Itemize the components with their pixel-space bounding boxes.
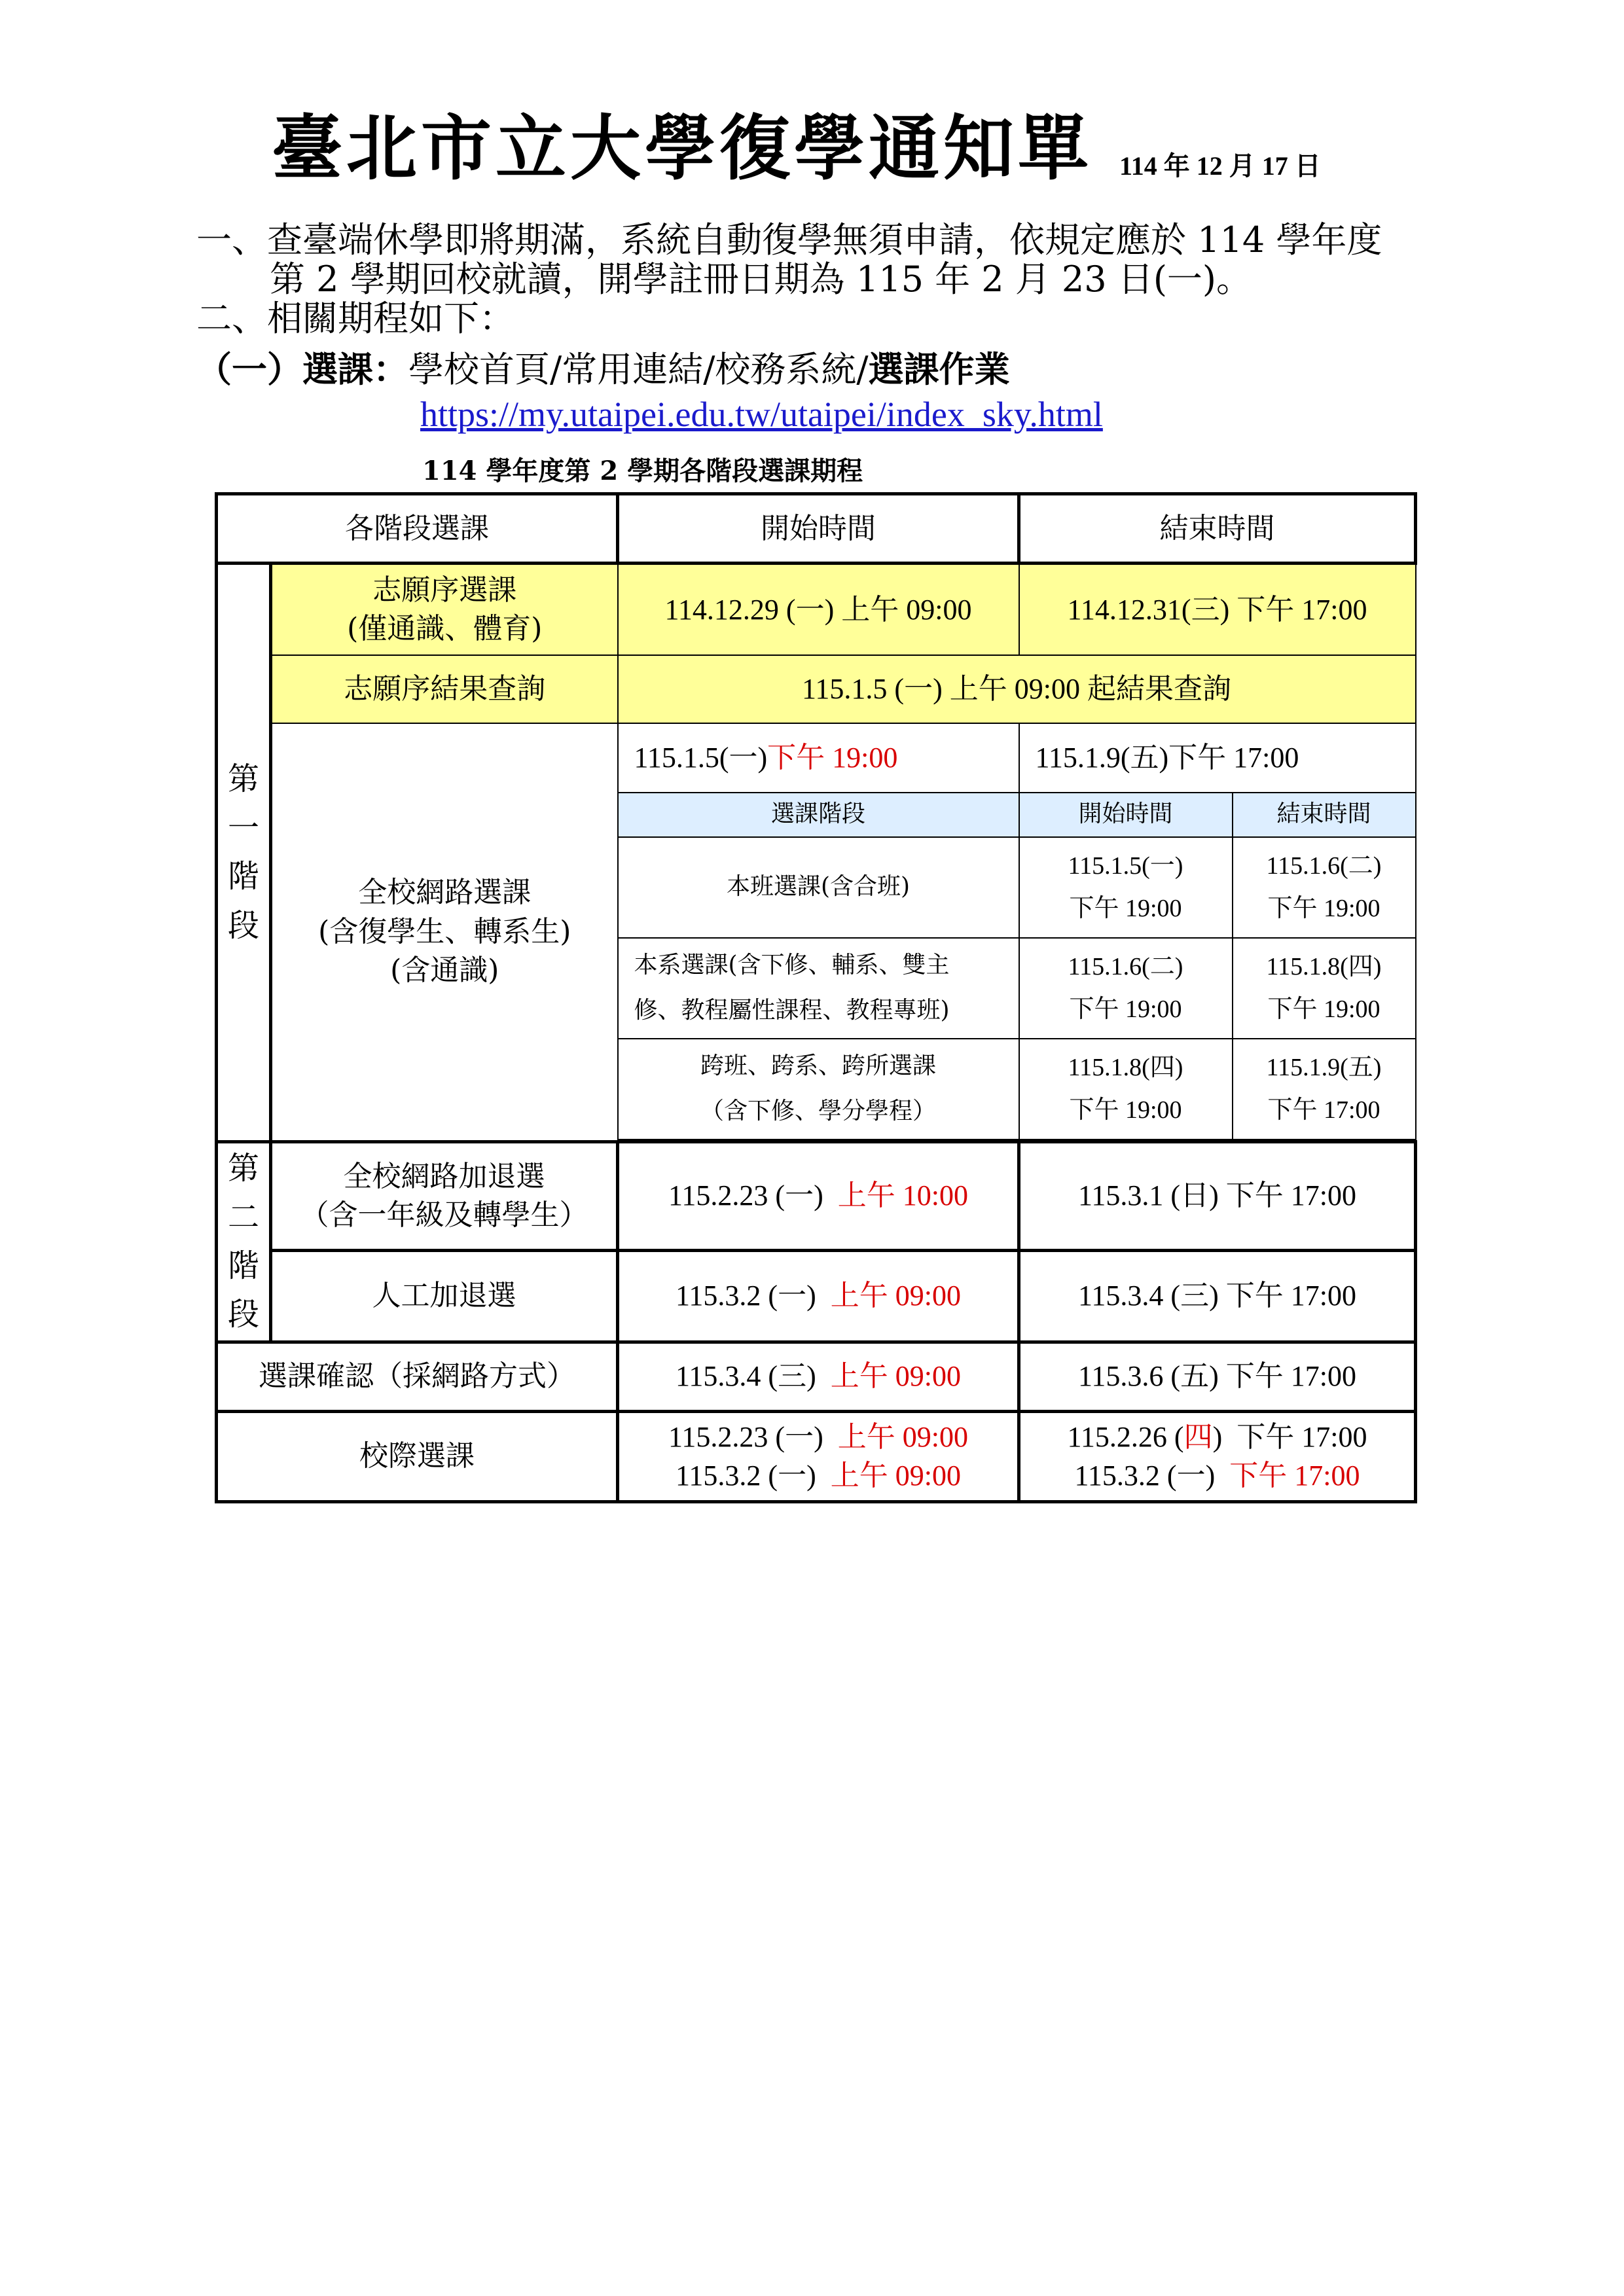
row-confirm-start-time: 上午 09:00 (830, 1360, 961, 1393)
header-end: 結束時間 (1019, 494, 1416, 564)
row-preference-name-1: 志願序選課 (372, 573, 517, 607)
sub-row-cross-name-1: 跨班、跨系、跨所選課 (700, 1052, 936, 1080)
row-intercollege-end-1-prefix: 115.2.26 ( (1067, 1420, 1184, 1453)
section-1-prefix: （一）選課： (196, 348, 408, 390)
row-manual-end: 115.3.4 (三) 下午 17:00 (1019, 1250, 1416, 1342)
row-confirm-start (618, 1342, 1019, 1411)
row-manual-start-date: 115.3.2 (一) (676, 1280, 831, 1312)
row-addrop-name-2: （含一年級及轉學生） (300, 1198, 588, 1232)
sub-row-cross-end-time: 下午 17:00 (1267, 1096, 1380, 1124)
row-intercollege-start-1-date: 115.2.23 (一) (668, 1420, 838, 1453)
row-addrop-end: 115.3.1 (日) 下午 17:00 (1019, 1141, 1416, 1250)
row-result-name: 志願序結果查詢 (271, 655, 618, 723)
row-preference-name (271, 564, 618, 655)
table-title: 114 學年度第 2 學期各階段選課期程 (422, 456, 863, 486)
sub-row-dept-start-time: 下午 19:00 (1069, 995, 1182, 1023)
notice-date: 114 年 12 月 17 日 (1119, 151, 1321, 181)
sub-row-cross-start-time: 下午 19:00 (1069, 1096, 1182, 1124)
sub-row-cross-name-2: （含下修、學分學程） (700, 1097, 936, 1124)
sub-row-class-name: 本班選課(含合班) (618, 837, 1019, 938)
row-addrop-name-1: 全校網路加退選 (343, 1159, 545, 1193)
row-confirm-start-date: 115.3.4 (三) (676, 1360, 831, 1393)
row-addrop-start-date: 115.2.23 (一) (668, 1179, 838, 1212)
sub-row-class-end-date: 115.1.6(二) (1266, 852, 1382, 880)
phase-1-label (217, 564, 271, 1142)
row-intercollege-end-1 (1024, 1418, 1410, 1456)
row-preference-end: 114.12.31(三) 下午 17:00 (1019, 564, 1416, 655)
section-1-bold: 選課作業 (868, 348, 1010, 390)
row-intercollege-start (618, 1411, 1019, 1501)
row-online-name (271, 723, 618, 1142)
sub-row-class-start-date: 115.1.5(一) (1068, 852, 1183, 880)
row-manual-name: 人工加退選 (271, 1250, 618, 1342)
phase-1-label-text: 第 一 階 段 (227, 761, 259, 944)
sub-row-dept-name (618, 938, 1019, 1039)
row-online-start (618, 723, 1019, 793)
sub-row-cross-end-date: 115.1.9(五) (1266, 1053, 1382, 1081)
row-intercollege-start-1 (623, 1418, 1013, 1456)
row-addrop-name (271, 1141, 618, 1250)
row-preference-start: 114.12.29 (一) 上午 09:00 (618, 564, 1019, 655)
sub-row-cross-name (618, 1039, 1019, 1139)
row-online-start-date: 115.1.5(一) (634, 741, 768, 774)
paragraph-2: 二、相關期程如下： (196, 298, 514, 339)
sub-header-stage: 選課階段 (618, 793, 1019, 837)
row-online-end: 115.1.9(五)下午 17:00 (1019, 723, 1416, 793)
row-preference-name-2: (僅通識、體育) (347, 612, 543, 646)
phase-2-label (217, 1141, 271, 1342)
row-intercollege-end-2-date: 115.3.2 (一) (1074, 1460, 1230, 1492)
row-addrop-start (618, 1141, 1019, 1250)
header-start: 開始時間 (618, 494, 1019, 564)
phase-2-label-text: 第 二 階 段 (227, 1150, 259, 1333)
sub-row-dept-start-date: 115.1.6(二) (1068, 952, 1183, 980)
sub-row-dept-name-2: 修、教程屬性課程、教程專班) (634, 996, 950, 1024)
row-intercollege-end (1019, 1411, 1416, 1501)
row-intercollege-start-2-time: 上午 09:00 (830, 1460, 961, 1492)
course-selection-link[interactable]: https://my.utaipei.edu.tw/utaipei/index_sky.html (420, 395, 1103, 434)
row-intercollege-end-2-time: 下午 17:00 (1229, 1460, 1360, 1492)
sub-header-end: 結束時間 (1233, 793, 1416, 837)
row-online-name-2: (含復學生、轉系生) (318, 914, 571, 948)
row-online-start-time: 下午 19:00 (767, 741, 898, 774)
section-1-path: 學校首頁/常用連結/校務系統/ (408, 349, 869, 390)
sub-row-dept-name-1: 本系選課(含下修、輔系、雙主 (634, 952, 950, 979)
header-stage: 各階段選課 (217, 494, 618, 564)
sub-row-class-end-time: 下午 19:00 (1267, 894, 1380, 922)
row-intercollege-start-2 (623, 1456, 1013, 1495)
sub-row-cross-end (1233, 1039, 1416, 1139)
sub-row-dept-end-time: 下午 19:00 (1267, 995, 1380, 1023)
row-manual-start (618, 1250, 1019, 1342)
sub-row-dept-end (1233, 938, 1416, 1039)
sub-row-dept-start (1019, 938, 1233, 1039)
section-1-heading (196, 342, 1010, 392)
sub-row-class-start (1019, 837, 1233, 938)
sub-row-class-start-time: 下午 19:00 (1069, 894, 1182, 922)
row-confirm-end: 115.3.6 (五) 下午 17:00 (1019, 1342, 1416, 1411)
row-intercollege-start-2-date: 115.3.2 (一) (676, 1460, 831, 1492)
row-online-name-1: 全校網路選課 (358, 876, 532, 910)
row-intercollege-name: 校際選課 (217, 1411, 618, 1501)
sub-row-cross-start-date: 115.1.8(四) (1068, 1053, 1183, 1081)
page-title: 臺北市立大學復學通知單 (272, 107, 1093, 190)
paragraph-1-line-2: 第 2 學期回校就讀，開學註冊日期為 115 年 2 月 23 日(一)。 (270, 259, 1252, 300)
sub-header-start: 開始時間 (1019, 793, 1233, 837)
sub-row-cross-start (1019, 1039, 1233, 1139)
row-intercollege-end-1-weekday: 四 (1183, 1420, 1213, 1453)
row-intercollege-end-2 (1024, 1456, 1410, 1495)
row-manual-start-time: 上午 09:00 (830, 1280, 961, 1312)
row-result-merged: 115.1.5 (一) 上午 09:00 起結果查詢 (618, 655, 1416, 723)
schedule-table (215, 492, 1417, 1503)
sub-row-class-end (1233, 837, 1416, 938)
paragraph-1-line-1: 一、查臺端休學即將期滿，系統自動復學無須申請，依規定應於 114 學年度 (196, 219, 1382, 260)
row-intercollege-start-1-time: 上午 09:00 (837, 1420, 968, 1453)
row-intercollege-end-1-suffix: ) 下午 17:00 (1212, 1420, 1367, 1453)
sub-row-dept-end-date: 115.1.8(四) (1266, 952, 1382, 980)
row-confirm-name: 選課確認（採網路方式） (217, 1342, 618, 1411)
row-addrop-start-time: 上午 10:00 (837, 1179, 968, 1212)
row-online-name-3: (含通識) (390, 954, 499, 988)
